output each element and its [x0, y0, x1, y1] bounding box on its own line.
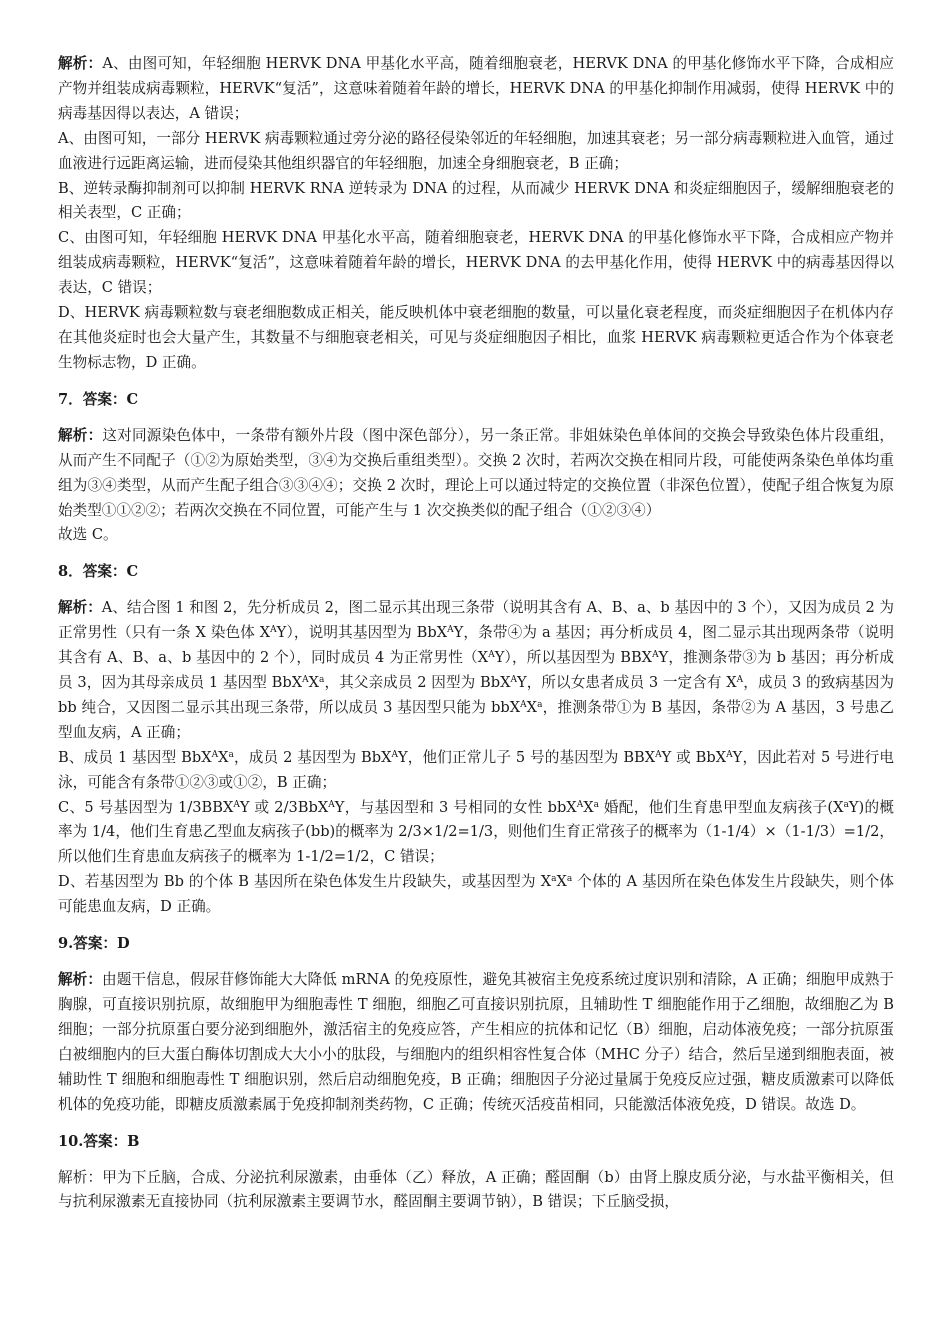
q8-paragraph-c: C、5 号基因型为 $1/3BBX^AY$ 或 2/3BbX$^A$Y，与基因型和 3 号相同的女性 $bbX^AX^a$ 婚配，他们生育患甲型血友病孩子$(X^aY)$的概率为 1/4，他们生育患乙型血友病孩子(bb)的概率为 2/3×1/2=1/3，则他们生育正常孩子的概率为（1-1/4）×（1-1/3）=1/2，所以他们生育患血友病孩子的概率为 1-1/2=1/2，C 错误； — [58, 798, 894, 866]
q7-paragraph-0: 解析：这对同源染色体中，一条带有额外片段（图中深色部分），另一条正常。非姐妹染色单体间的交换会导致染色体片段重组，从而产生不同配子（①②为原始类型，③④为交换后重组类型）。交换 2 次时，若两次交换在相同片段，可能使两条染色单体均重组为③④类型，从而产生配子组合③③④④；交换 2 次时，理论上可以通过特定的交换位置（非深色位置），使配子组合恢复为原始类型①①②②；若两次交换在不同位置，可能产生与 1 次交换类似的配子组合（①②③④） — [58, 426, 894, 519]
analysis-label: 解析： — [58, 55, 103, 72]
q8-paragraph-a: 解析：A、结合图 1 和图 2，先分析成员 2，图二显示其出现三条带（说明其含有 A、B、a、b 基因中的 3 个），又因为成员 2 为正常男性（只有一条 X 染色体 $X^AY$），说明其基因型为 BbX$^A$Y，条带④为 a 基因；再分析成员 4，图二显示其出现两条带（说明其含有 A、B、a、b 基因中的 2 个），同时成员 4 为正常男性$(X^AY)$，所以基因型为 $BBX^AY$，推测条带③为 b 基因；再分析成员 3，因为其母亲成员 1 基因型 $BbX^AX^a$，其父亲成员 2 因型为 BbX$^A$Y，所以女患者成员 3 一定含有 $X^A$，成员 3 的致病基因为 bb 纯合，又因图二显示其出现三条带，所以成员 3 基因型只能为 $bbX^AX^a$，推测条带①为 B 基因，条带②为 A 基因，3 号患乙型血友病，A 正确； — [58, 599, 895, 741]
q6-paragraph-4: D、HERVK 病毒颗粒数与衰老细胞数成正相关，能反映机体中衰老细胞的数量，可以量化衰老程度，而炎症细胞因子在机体内存在其他炎症时也会大量产生，其数量不与细胞衰老相关，可见与炎症细胞因子相比，血浆 HERVK 病毒颗粒更适合作为个体衰老生物标志物，D 正确。 — [58, 304, 894, 371]
q6-paragraph-2: B、逆转录酶抑制剂可以抑制 HERVK RNA 逆转录为 DNA 的过程，从而减少 HERVK DNA 和炎症细胞因子，缓解细胞衰老的相关表型，C 正确； — [58, 179, 894, 222]
q6-paragraph-3: C、由图可知，年轻细胞 HERVK DNA 甲基化水平高，随着细胞衰老，HERVK DNA 的甲基化修饰水平下降，合成相应产物并组装成病毒颗粒，HERVK“复活”，这意味着随着年龄的增长，HERVK DNA 的去甲基化作用，使得 HERVK 中的病毒基因得以表达，C 错误； — [58, 229, 894, 297]
q10-answer-heading: 10.答案：B — [58, 1132, 140, 1150]
q10-paragraph-0: 解析：甲为下丘脑，合成、分泌抗利尿激素，由垂体（乙）释放，A 正确；醛固酮（b）由肾上腺皮质分泌，与水盐平衡相关，但与抗利尿激素无直接协同（抗利尿激素主要调节水，醛固酮主要调节钠），B 错误；下丘脑受损， — [58, 1168, 894, 1211]
q8-paragraph-b: B、成员 1 基因型 $BbX^AX^a$，成员 2 基因型为 BbX$^A$Y，他们正常儿子 5 号的基因型为 $BBX^AY$ 或 BbX$^A$Y，因此若对 5 号进行电泳，可能含有条带①②③或①②，B 正确； — [58, 748, 894, 791]
q9-paragraph-0: 解析：由题干信息，假尿苷修饰能大大降低 mRNA 的免疫原性，避免其被宿主免疫系统过度识别和清除，A 正确；细胞甲成熟于胸腺，可直接识别抗原，故细胞甲为细胞毒性 T 细胞，细胞乙可直接识别抗原，且辅助性 T 细胞能作用于乙细胞，故细胞乙为 B 细胞；一部分抗原蛋白要分泌到细胞外，激活宿主的免疫应答，产生相应的抗体和记忆（B）细胞，启动体液免疫；一部分抗原蛋白被细胞内的巨大蛋白酶体切割成大大小小的肽段，与细胞内的组织相容性复合体（MHC 分子）结合，然后呈递到细胞表面，被辅助性 T 细胞和细胞毒性 T 细胞识别，然后启动细胞免疫，B 正确；细胞因子分泌过量属于免疫反应过强，糖皮质激素可以降低机体的免疫功能，即糖皮质激素属于免疫抑制剂类药物，C 正确；传统灭活疫苗相同，只能激活体液免疫，D 错误。故选 D。 — [58, 971, 894, 1113]
q9-answer-heading: 9.答案：D — [58, 935, 130, 953]
analysis-label: 解析： — [58, 971, 103, 989]
q6-paragraph-0: 解析：A、由图可知，年轻细胞 HERVK DNA 甲基化水平高，随着细胞衰老，HERVK DNA 的甲基化修饰水平下降，合成相应产物并组装成病毒颗粒，HERVK“复活”，这意味着随着年龄的增长，HERVK DNA 的甲基化抑制作用减弱，使得 HERVK 中的病毒基因得以表达，A 错误； — [58, 55, 894, 122]
document-page — [58, 52, 894, 1215]
analysis-label: 解析： — [58, 426, 103, 444]
analysis-label: 解析： — [58, 599, 102, 617]
q7-paragraph-1: 故选 C。 — [58, 526, 118, 544]
q8-paragraph-d: D、若基因型为 Bb 的个体 B 基因所在染色体发生片段缺失，或基因型为 $X^aX^a$ 个体的 A 基因所在染色体发生片段缺失，则个体可能患血友病，D 正确。 — [58, 873, 894, 916]
q8-answer-heading: 8．答案：C — [58, 563, 139, 581]
q7-answer-heading: 7．答案：C — [58, 390, 139, 408]
q6-paragraph-1: A、由图可知，一部分 HERVK 病毒颗粒通过旁分泌的路径侵染邻近的年轻细胞，加速其衰老；另一部分病毒颗粒进入血管，通过血液进行远距离运输，进而侵染其他组织器官的年轻细胞，加速全身细胞衰老，B 正确； — [58, 129, 894, 172]
